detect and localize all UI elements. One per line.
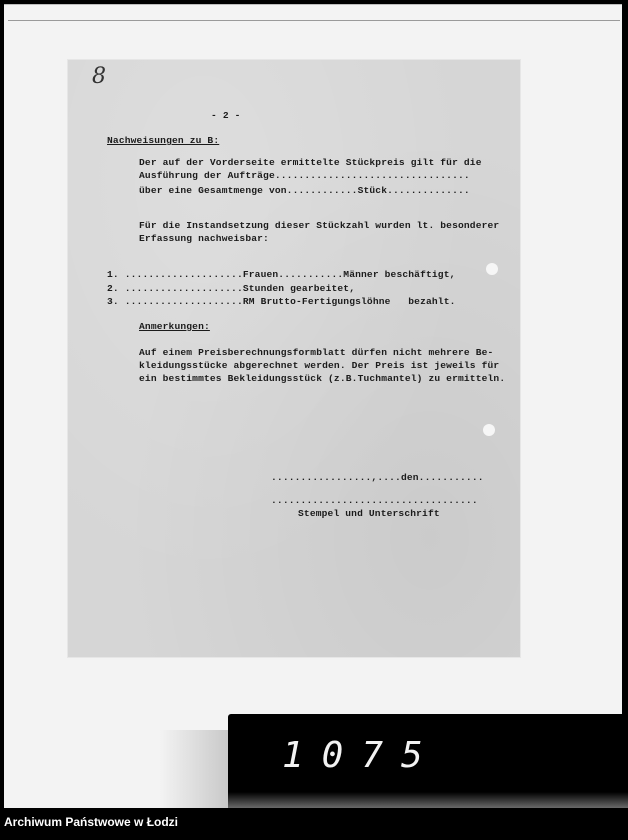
page-number: - 2 - <box>211 110 241 121</box>
paragraph-line: Der auf der Vorderseite ermittelte Stückpreis gilt für die <box>139 157 482 168</box>
frame-counter: 1075 <box>282 735 441 776</box>
remarks-line: kleidungsstücke abgerechnet werden. Der Preis ist jeweils für <box>139 360 500 371</box>
signature-label: Stempel und Unterschrift <box>298 508 440 519</box>
handwritten-folio-number: 8 <box>92 64 106 89</box>
punch-hole-top <box>486 263 498 275</box>
archive-name: Archiwum Państwowe w Łodzi <box>4 815 179 829</box>
remarks-heading: Anmerkungen: <box>139 321 210 332</box>
paragraph-line: Für die Instandsetzung dieser Stückzahl wurden lt. besonderer <box>139 220 500 231</box>
scan-edge-line <box>8 20 620 21</box>
signature-line: ................................... <box>271 495 478 506</box>
place-date-line: .................,....den........... <box>271 472 484 483</box>
remarks-line: ein bestimmtes Bekleidungsstück (z.B.Tuchmantel) zu ermitteln. <box>139 373 506 384</box>
list-item: 1. ....................Frauen...........Männer beschäftigt, <box>107 269 456 280</box>
list-item: 3. ....................RM Brutto-Fertigungslöhne bezahlt. <box>107 296 456 307</box>
strip-gradient <box>228 792 628 808</box>
paragraph-line: Erfassung nachweisbar: <box>139 233 269 244</box>
paragraph-line: Ausführung der Aufträge................................. <box>139 170 470 181</box>
punch-hole-bottom <box>483 424 495 436</box>
list-item: 2. ....................Stunden gearbeitet, <box>107 283 356 294</box>
remarks-line: Auf einem Preisberechnungsformblatt dürfen nicht mehrere Be- <box>139 347 494 358</box>
strip-shadow <box>160 730 230 808</box>
section-heading: Nachweisungen zu B: <box>107 135 220 146</box>
paragraph-line: über eine Gesamtmenge von............Stück.............. <box>139 185 470 196</box>
